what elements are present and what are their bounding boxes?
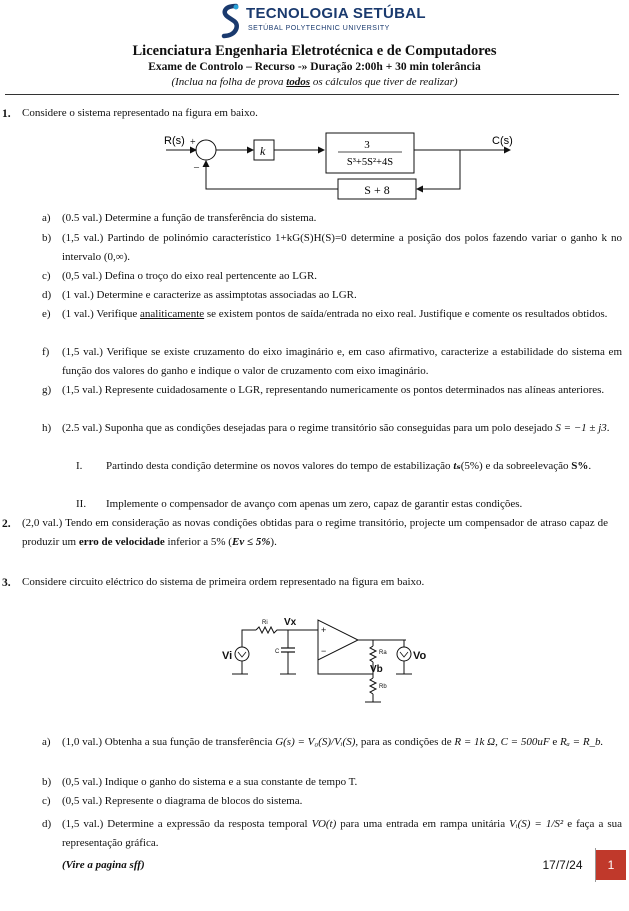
vo-meter (397, 647, 411, 661)
institution-logo (218, 3, 426, 39)
diagram-input-label: R(s) (164, 135, 185, 147)
instructions-note: (Inclua na folha de prova todos os cálculos que tiver de realizar) (171, 76, 458, 88)
rb-label: Rb (379, 684, 387, 690)
vo-label: Vo (413, 650, 427, 662)
footer-date: 17/7/24 (542, 858, 583, 872)
turn-page-note: (Vire a pagina sff) (62, 859, 145, 871)
q3-statement: Considere circuito eléctrico do sistema de primeira ordem representado na figura em baixo. (22, 576, 425, 588)
gain-label: k (260, 144, 266, 158)
resistor-ra (370, 646, 376, 662)
ri-label: Ri (262, 620, 268, 626)
ra-label: Ra (379, 650, 387, 656)
vi-source (235, 647, 249, 661)
opamp-plus: + (321, 625, 327, 635)
feedback-label: S + 8 (364, 183, 390, 197)
vb-label: Vb (370, 664, 383, 675)
exam-info: Exame de Controlo – Recurso -» Duração 2:00h + 30 min tolerância (148, 61, 481, 73)
resistor-rb (370, 678, 376, 694)
logo-name: TECNOLOGIA SETÚBAL (246, 5, 426, 22)
course-title: Licenciatura Engenharia Eletrotécnica e de Computadores (132, 43, 497, 59)
c-label: C (275, 649, 280, 655)
sum-minus-sign: – (194, 162, 199, 173)
block-diagram (160, 128, 520, 203)
header-divider (5, 94, 619, 95)
opamp-minus: − (321, 646, 327, 656)
q3-number: 3. (2, 577, 11, 589)
q1-number: 1. (2, 108, 11, 120)
diagram-output-label: C(s) (492, 135, 513, 147)
plant-denominator: S³+5S²+4S (346, 157, 394, 168)
circuit-diagram (218, 612, 428, 712)
vx-label: Vx (284, 617, 297, 628)
page-number: 1 (596, 850, 626, 880)
vi-label: Vi (222, 650, 233, 662)
plant-numerator: 3 (364, 139, 370, 151)
q1-statement: Considere o sistema representado na figura em baixo. (22, 107, 258, 119)
q2-number: 2. (2, 518, 11, 530)
logo-subtitle: SETÚBAL POLYTECHNIC UNIVERSITY (248, 25, 390, 32)
summing-junction (196, 140, 216, 160)
logo-mark-icon (218, 3, 242, 39)
q2-statement: (2,0 val.) Tendo em consideração as novas condições obtidas para o regime transitório, projecte um compensador de atraso capaz de produzir um erro de velocidade inferior a 5% (Ev ≤ 5%). (22, 517, 608, 548)
sum-plus-sign: + (190, 137, 196, 148)
